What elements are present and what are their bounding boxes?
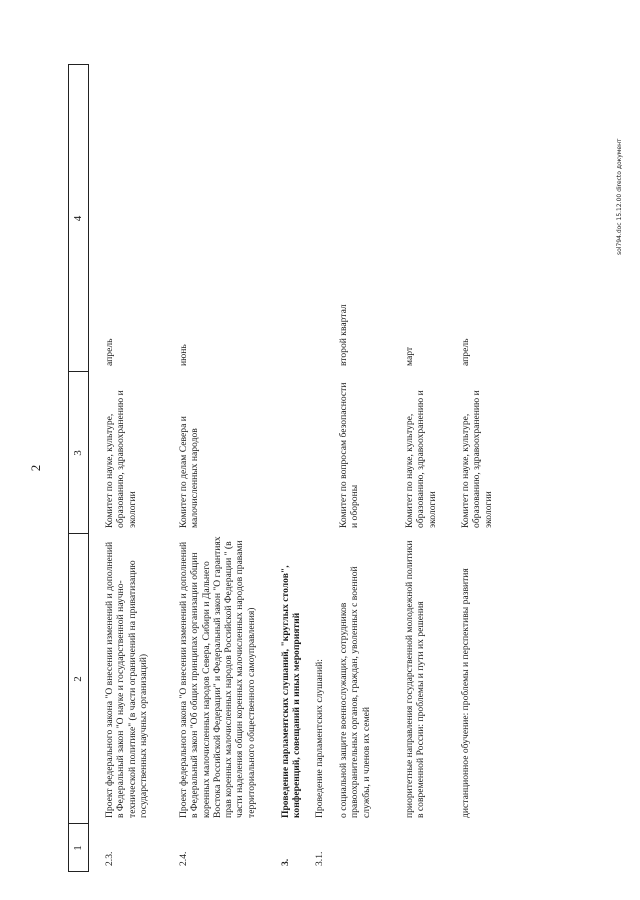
row-committee: Комитет по науке, культуре, образованию, здравоохранению и экологии bbox=[460, 390, 494, 528]
row-text: Проект федерального закона "О внесении изменений и дополнений в Федеральный закон "О науке и государственной научно-технической политике" (в части ограничений на приватизацию государственных научных организаций) bbox=[104, 541, 149, 818]
row-committee: Комитет по науке, культуре, образованию, здравоохранению и экологии bbox=[404, 390, 438, 528]
row-text: о социальной защите военнослужащих, сотрудников правоохранительных органов, граждан, уволенных с военной службы, и членов их семей bbox=[338, 566, 372, 818]
row-text: приоритетные направления государственной молодежной политики в современной России: проблемы и пути их решения bbox=[404, 540, 427, 818]
row-date: второй квартал bbox=[338, 304, 349, 366]
column-header: 4 bbox=[72, 215, 84, 222]
row-number: 2.3. bbox=[104, 851, 115, 866]
column-header: 1 bbox=[72, 845, 84, 851]
row-text: Проведение парламентских слушаний: bbox=[314, 659, 325, 818]
row-number: 3. bbox=[280, 858, 291, 866]
row-committee: Комитет по науке, культуре, образованию, здравоохранению и экологии bbox=[104, 390, 138, 528]
row-number: 3.1. bbox=[314, 851, 325, 866]
row-date: апрель bbox=[460, 338, 471, 366]
row-number: 2.4. bbox=[178, 851, 189, 866]
file-footer-note: sol794.doc 15.12.00 directo документ bbox=[616, 138, 623, 255]
row-text: дистанционное обучение: проблемы и перспективы развития bbox=[460, 568, 471, 818]
row-date: июнь bbox=[178, 344, 189, 366]
row-date: март bbox=[404, 346, 415, 366]
page-number: 2 bbox=[28, 464, 43, 472]
rotated-table bbox=[28, 64, 588, 872]
row-text: Проект федерального закона "О внесении изменений и дополнений в Федеральный закон "Об общих принципах организации общин коренных малочисленных народов Севера, Сибири и Дальнего Востока Российской Федерации" и Федеральный закон "О гарантиях прав коренных малочисленных народов Российской Федерации " (в части наделения общин коренных малочисленных народов правами территориального общественного самоуправления) bbox=[178, 536, 257, 818]
column-header: 2 bbox=[72, 676, 84, 682]
row-text: Проведение парламентских слушаний, "круглых столов", конференций, совещаний и иных мероприятий bbox=[280, 565, 303, 818]
row-committee: Комитет по делам Севера и малочисленных народов bbox=[178, 416, 201, 528]
row-date: апрель bbox=[104, 338, 115, 366]
table-header-rule bbox=[88, 64, 89, 872]
column-header: 3 bbox=[72, 450, 84, 456]
row-committee: Комитет по вопросам безопасности и обороны bbox=[338, 382, 361, 528]
